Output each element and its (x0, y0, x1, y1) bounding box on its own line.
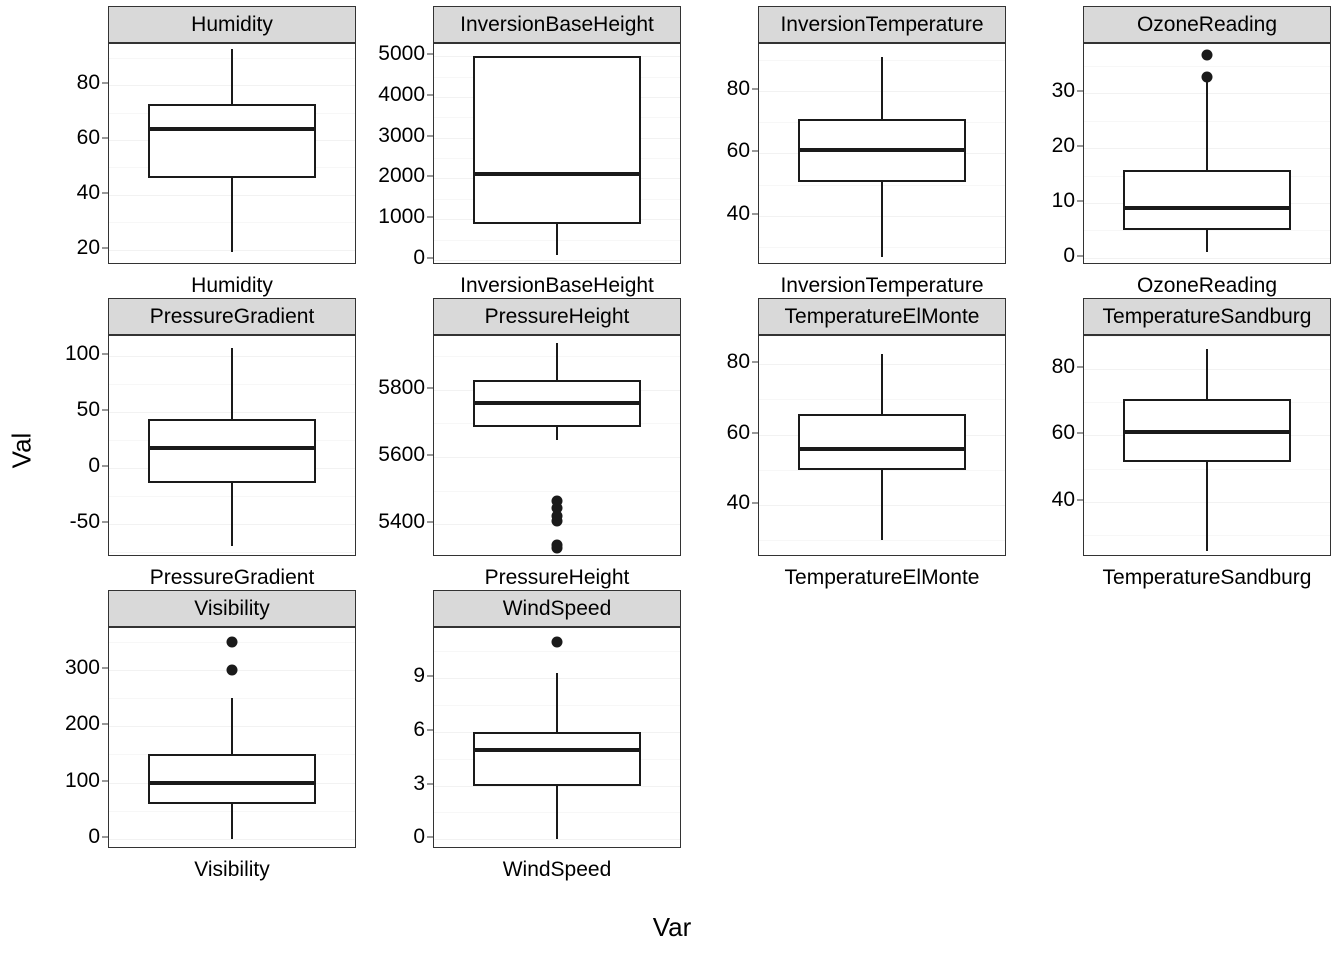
y-tick-label: 6 (413, 717, 425, 741)
whisker-upper (231, 348, 233, 419)
y-axis (686, 298, 758, 556)
y-tick-label: 20 (76, 235, 100, 259)
whisker-lower (231, 178, 233, 252)
whisker-upper (1206, 349, 1208, 399)
whisker-upper (881, 57, 883, 120)
y-tick-label: 200 (64, 712, 100, 736)
y-axis (686, 6, 758, 264)
plot-area (108, 626, 356, 848)
facet-strip-label: PressureGradient (108, 298, 356, 334)
facet-row (36, 590, 1336, 882)
box (148, 419, 315, 483)
box (798, 414, 965, 470)
facet-row (36, 298, 1336, 590)
x-tick-label: WindSpeed (502, 858, 612, 881)
facet-panel-grid (36, 6, 1336, 882)
y-tick-label: 5800 (378, 375, 425, 399)
whisker-lower (556, 427, 558, 440)
plot-area (1083, 334, 1331, 556)
facet-strip-label: PressureHeight (433, 298, 681, 334)
gridline (434, 457, 680, 458)
facet-panel (361, 6, 686, 298)
gridline (1084, 336, 1330, 337)
y-tick-label: 0 (1063, 243, 1075, 267)
gridline (759, 540, 1005, 541)
y-axis (36, 590, 108, 848)
whisker-lower (1206, 230, 1208, 252)
gridline (434, 839, 680, 840)
median-line (1123, 206, 1290, 210)
y-tick-label: 3 (413, 771, 425, 795)
y-tick-label: 4000 (378, 82, 425, 106)
gridline (109, 839, 355, 840)
y-tick-label: 60 (76, 125, 100, 149)
x-tick-label: OzoneReading (1136, 274, 1278, 297)
plot-area (1083, 42, 1331, 264)
outlier-point (1202, 49, 1213, 60)
facet-strip-label: InversionBaseHeight (433, 6, 681, 42)
plot-area (758, 42, 1006, 264)
x-axis-title (0, 912, 1344, 943)
y-tick-label: 5600 (378, 443, 425, 467)
x-tick-label: InversionBaseHeight (460, 274, 654, 297)
x-tick-label: TemperatureSandburg (1102, 566, 1312, 589)
whisker-upper (231, 49, 233, 104)
y-tick-label: 10 (1051, 188, 1075, 212)
y-tick-label: 40 (76, 180, 100, 204)
whisker-lower (231, 804, 233, 839)
facet-panel (36, 6, 361, 298)
facet-panel (686, 6, 1011, 298)
y-tick-label: 60 (726, 420, 750, 444)
gridline (434, 260, 680, 261)
y-tick-label: 80 (726, 350, 750, 374)
facet-panel (1011, 298, 1336, 590)
whisker-upper (881, 354, 883, 414)
plot-area (433, 42, 681, 264)
y-axis (1011, 6, 1083, 267)
y-tick-label: 1000 (378, 205, 425, 229)
y-tick-label: 80 (76, 71, 100, 95)
y-tick-label: -50 (69, 510, 100, 534)
y-tick-label: 30 (1051, 79, 1075, 103)
x-tick-label: TemperatureElMonte (784, 566, 980, 589)
whisker-upper (1206, 82, 1208, 170)
plot-area (108, 334, 356, 556)
box (1123, 170, 1290, 230)
x-tick-label: Visibility (194, 858, 270, 881)
gridline (434, 651, 680, 652)
median-line (148, 781, 315, 785)
median-line (148, 127, 315, 131)
outlier-point (552, 495, 563, 506)
y-tick-label: 5000 (378, 42, 425, 66)
y-tick-label: 0 (413, 825, 425, 849)
box (148, 754, 315, 803)
facet-panel (36, 298, 361, 590)
y-tick-label: 80 (1051, 355, 1075, 379)
outlier-point (552, 637, 563, 648)
y-axis (361, 590, 433, 848)
y-tick-label: 60 (726, 139, 750, 163)
y-tick-label: 0 (413, 245, 425, 269)
whisker-upper (556, 673, 558, 732)
facet-strip-label: OzoneReading (1083, 6, 1331, 42)
outlier-point (552, 539, 563, 550)
facet-strip-label: Visibility (108, 590, 356, 626)
x-tick-label: Humidity (191, 274, 273, 297)
box (473, 732, 640, 786)
facet-panel (361, 298, 686, 590)
box (148, 104, 315, 178)
gridline (434, 491, 680, 492)
y-tick-label: 0 (88, 824, 100, 848)
facet-strip-label: InversionTemperature (758, 6, 1006, 42)
y-tick-label: 5400 (378, 510, 425, 534)
plot-area (433, 626, 681, 848)
median-line (798, 447, 965, 451)
whisker-lower (556, 786, 558, 840)
plot-area (433, 334, 681, 556)
median-line (473, 401, 640, 405)
whisker-lower (231, 483, 233, 546)
y-tick-label: 300 (64, 656, 100, 680)
plot-area (108, 42, 356, 264)
y-tick-label: 2000 (378, 164, 425, 188)
y-tick-label: 60 (1051, 421, 1075, 445)
outlier-point (227, 665, 238, 676)
plot-area (758, 334, 1006, 556)
whisker-upper (556, 343, 558, 380)
y-axis (1011, 298, 1083, 556)
y-tick-label: 20 (1051, 134, 1075, 158)
y-tick-label: 40 (726, 201, 750, 225)
whisker-lower (556, 224, 558, 255)
y-tick-label: 100 (64, 768, 100, 792)
median-line (473, 748, 640, 752)
median-line (1123, 430, 1290, 434)
y-axis (36, 6, 108, 264)
y-axis-title-text: Val (6, 432, 37, 468)
y-tick-label: 0 (88, 454, 100, 478)
x-tick-label: PressureGradient (149, 566, 315, 589)
x-tick-label: PressureHeight (484, 566, 630, 589)
facet-strip-label: TemperatureElMonte (758, 298, 1006, 334)
facet-strip-label: TemperatureSandburg (1083, 298, 1331, 334)
median-line (148, 446, 315, 450)
facet-strip-label: WindSpeed (433, 590, 681, 626)
gridline (1084, 258, 1330, 259)
median-line (473, 172, 640, 176)
facet-row (36, 6, 1336, 298)
box (473, 56, 640, 224)
facet-panel (36, 590, 361, 882)
outlier-point (1202, 71, 1213, 82)
x-tick-label: InversionTemperature (780, 274, 984, 297)
x-axis-title-text: Var (652, 912, 692, 942)
facet-strip-label: Humidity (108, 6, 356, 42)
y-axis (361, 298, 433, 556)
whisker-upper (231, 698, 233, 754)
whisker-lower (1206, 462, 1208, 551)
y-tick-label: 100 (64, 342, 100, 366)
gridline (109, 552, 355, 553)
whisker-lower (881, 470, 883, 540)
y-tick-label: 3000 (378, 123, 425, 147)
outlier-point (227, 637, 238, 648)
y-tick-label: 40 (726, 491, 750, 515)
y-axis (361, 6, 433, 269)
y-tick-label: 50 (76, 398, 100, 422)
y-tick-label: 9 (413, 664, 425, 688)
y-tick-label: 40 (1051, 487, 1075, 511)
facet-panel (361, 590, 686, 882)
y-tick-label: 80 (726, 76, 750, 100)
whisker-lower (881, 182, 883, 257)
median-line (798, 148, 965, 152)
y-axis (36, 298, 108, 556)
gridline (1084, 66, 1330, 67)
facet-panel (1011, 6, 1336, 298)
facet-panel (686, 298, 1011, 590)
